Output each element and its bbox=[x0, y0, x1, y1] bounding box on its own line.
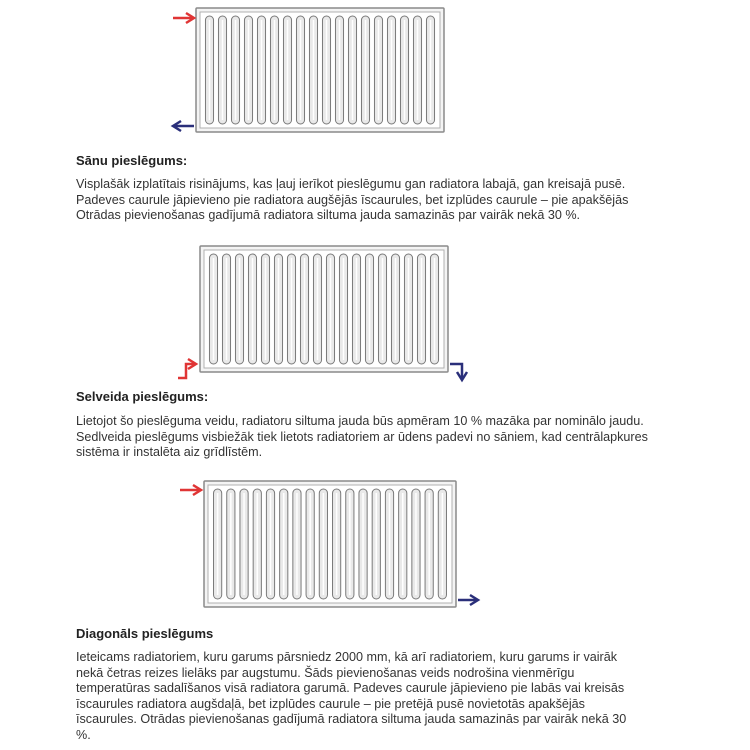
text-line: temperatūras sadalīšanos visā radiatora garumā. Padeves caurule jāpievieno pie labās vai kreisās bbox=[76, 681, 625, 696]
text-line: Sedlveida pieslēgums visbiežāk tiek lietots radiatoriem ar ūdens padevi no sāniem, kad centrālapkures bbox=[76, 429, 648, 444]
text-line: %. bbox=[76, 727, 91, 742]
section-text-side bbox=[76, 177, 676, 224]
text-line: sistēma ir instalēta aiz grīdlīstēm. bbox=[76, 445, 263, 460]
section-text-diagonal bbox=[76, 650, 676, 744]
section-text-saddle bbox=[76, 414, 676, 461]
text-line: īscaurules radiatora augšdaļā, bet izplūdes caurule – pie pretējā pusē novietotās apakšējās bbox=[76, 696, 585, 711]
section-heading-saddle: Selveida pieslēgums: bbox=[76, 389, 209, 404]
text-line: Otrādas pievienošanas gadījumā radiatora siltuma jauda samazinās par vairāk nekā 30 %. bbox=[76, 208, 581, 223]
text-line: nekā četras reizes lielāks par augstumu. Šāds pievienošanas veids nodrošina vienmērīgu bbox=[76, 665, 575, 680]
text-line: Lietojot šo pieslēguma veidu, radiatoru siltuma jauda būs apmēram 10 % mazāka par nominālo jaudu. bbox=[76, 414, 644, 428]
text-line: īscaurules. Otrādas pievienošanas gadījumā radiatora siltuma jauda samazinās par vairāk nekā 30 bbox=[76, 712, 627, 727]
text-line: Ieteicams radiatoriem, kuru garums pārsniedz 2000 mm, kā arī radiatoriem, kuru garums ir vairāk bbox=[76, 650, 618, 664]
section-heading-diagonal: Diagonāls pieslēgums bbox=[76, 626, 214, 641]
text-line: Padeves caurule jāpievieno pie radiatora augšējās īscaurules, bet izplūdes caurule – pie apakšējās bbox=[76, 192, 629, 207]
text-line: Visplašāk izplatītais risinājums, kas ļauj ierīkot pieslēgumu gan radiatora labajā, gan kreisajā pusē. bbox=[76, 177, 626, 191]
section-heading-side: Sānu pieslēgums: bbox=[76, 153, 188, 168]
